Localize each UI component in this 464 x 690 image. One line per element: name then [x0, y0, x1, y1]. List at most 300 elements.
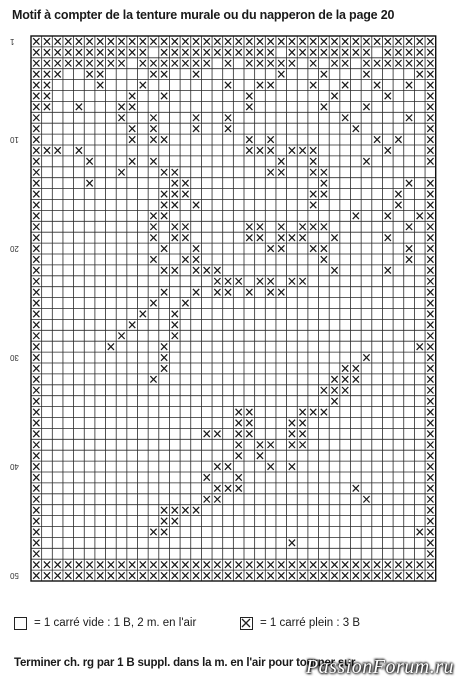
page-title: Motif à compter de la tenture murale ou du napperon de la page 20 — [12, 8, 395, 22]
filled-square — [118, 60, 124, 67]
filled-square — [417, 49, 423, 56]
filled-square — [363, 572, 369, 579]
filled-square — [417, 60, 423, 67]
filled-square — [97, 71, 103, 78]
filled-square — [225, 60, 231, 67]
filled-square — [33, 365, 39, 372]
filled-square — [236, 431, 242, 438]
filled-square — [225, 278, 231, 285]
filled-square — [225, 289, 231, 296]
filled-square — [150, 136, 156, 143]
filled-square — [268, 289, 274, 296]
filled-square — [150, 529, 156, 536]
filled-square — [278, 561, 284, 568]
filled-square — [33, 442, 39, 449]
filled-square — [236, 38, 242, 45]
filled-square — [193, 256, 199, 263]
filled-square — [33, 561, 39, 568]
filled-square — [385, 60, 391, 67]
filled-square — [65, 572, 71, 579]
filled-square — [140, 311, 146, 318]
filled-square — [289, 540, 295, 547]
filled-square — [150, 213, 156, 220]
filled-square — [342, 365, 348, 372]
filled-square — [33, 376, 39, 383]
filled-square — [193, 38, 199, 45]
filled-square — [225, 115, 231, 122]
filled-square — [33, 474, 39, 481]
filled-square — [182, 561, 188, 568]
filled-square — [182, 300, 188, 307]
filled-square — [161, 354, 167, 361]
filled-square — [33, 71, 39, 78]
filled-square — [427, 93, 433, 100]
filled-square — [289, 278, 295, 285]
filled-square — [236, 409, 242, 416]
filled-square — [427, 224, 433, 231]
filled-square — [33, 180, 39, 187]
filled-square — [182, 234, 188, 241]
filled-square — [33, 224, 39, 231]
filled-square — [385, 93, 391, 100]
filled-square — [331, 267, 337, 274]
filled-square — [161, 60, 167, 67]
filled-square — [289, 60, 295, 67]
filled-square — [55, 71, 61, 78]
filled-square — [299, 147, 305, 154]
filled-square — [289, 420, 295, 427]
filled-square — [33, 125, 39, 131]
filled-square — [278, 60, 284, 67]
filled-square — [33, 420, 39, 427]
filled-square — [427, 431, 433, 438]
filled-square — [204, 561, 210, 568]
filled-square — [172, 507, 178, 514]
chart-grid — [30, 35, 437, 582]
filled-square — [321, 409, 327, 416]
filled-square — [246, 420, 252, 427]
filled-square — [33, 431, 39, 438]
filled-square — [257, 278, 263, 285]
filled-square — [310, 60, 316, 67]
filled-square — [161, 136, 167, 143]
filled-square — [214, 561, 220, 568]
filled-square — [310, 561, 316, 568]
filled-square — [321, 224, 327, 231]
filled-square — [161, 191, 167, 198]
filled-square — [55, 38, 61, 45]
filled-square — [44, 93, 50, 100]
filled-square — [225, 49, 231, 56]
filled-square — [246, 572, 252, 579]
filled-square — [427, 147, 433, 154]
filled-square — [246, 234, 252, 241]
filled-square — [161, 289, 167, 296]
filled-square — [118, 333, 124, 340]
filled-square — [140, 82, 146, 89]
filled-square — [246, 60, 252, 67]
filled-square — [363, 60, 369, 67]
filled-square — [427, 474, 433, 481]
filled-square — [342, 82, 348, 89]
filled-square — [427, 158, 433, 165]
filled-square — [182, 572, 188, 579]
filled-square — [427, 289, 433, 296]
filled-square — [76, 38, 82, 45]
filled-square — [193, 125, 199, 131]
filled-square — [161, 71, 167, 78]
filled-square — [193, 202, 199, 209]
filled-square — [44, 49, 50, 56]
row-number-label: 30 — [10, 353, 19, 363]
filled-square — [236, 49, 242, 56]
filled-square — [33, 213, 39, 220]
row-number-label: 1 — [10, 37, 15, 46]
filled-square — [278, 289, 284, 296]
filled-square — [33, 289, 39, 296]
filled-square — [310, 572, 316, 579]
filled-square — [427, 463, 433, 470]
filled-square — [204, 572, 210, 579]
filled-square — [214, 278, 220, 285]
filled-square — [172, 38, 178, 45]
filled-square — [289, 572, 295, 579]
filled-square — [331, 561, 337, 568]
filled-square — [395, 60, 401, 67]
filled-square — [65, 49, 71, 56]
filled-square — [278, 169, 284, 176]
filled-square — [140, 60, 146, 67]
filled-square — [118, 104, 124, 111]
filled-square — [257, 234, 263, 241]
filled-square — [150, 256, 156, 263]
filled-square — [172, 572, 178, 579]
filled-square — [289, 442, 295, 449]
filled-square — [182, 60, 188, 67]
filled-square — [342, 38, 348, 45]
filled-square — [86, 572, 92, 579]
filled-square — [278, 224, 284, 231]
filled-square — [427, 180, 433, 187]
filled-square — [33, 234, 39, 241]
filled-square — [427, 561, 433, 568]
filled-square — [33, 202, 39, 209]
filled-square — [406, 115, 412, 122]
filled-square — [55, 60, 61, 67]
filled-square — [204, 496, 210, 503]
row-number-label: 40 — [10, 462, 19, 472]
filled-square — [363, 354, 369, 361]
filled-square-icon — [240, 617, 253, 630]
filled-square — [193, 572, 199, 579]
filled-square — [172, 333, 178, 340]
filled-square — [427, 115, 433, 122]
row-number-label: 20 — [10, 244, 19, 254]
grid-lines — [31, 36, 436, 581]
legend-empty-label: = 1 carré vide : 1 B, 2 m. en l'air — [34, 617, 197, 629]
filled-square — [331, 376, 337, 383]
filled-square — [193, 115, 199, 122]
filled-square — [33, 485, 39, 492]
filled-square — [33, 49, 39, 56]
filled-square — [406, 60, 412, 67]
filled-square — [417, 71, 423, 78]
filled-square — [395, 49, 401, 56]
filled-square — [182, 256, 188, 263]
filled-square — [427, 311, 433, 318]
filled-square — [225, 125, 231, 131]
filled-square — [395, 561, 401, 568]
filled-square — [172, 518, 178, 525]
filled-square — [182, 507, 188, 514]
filled-square — [363, 49, 369, 56]
filled-square — [65, 38, 71, 45]
filled-square — [257, 60, 263, 67]
filled-square — [33, 354, 39, 361]
filled-square — [310, 245, 316, 252]
filled-square — [33, 572, 39, 579]
filled-square — [257, 442, 263, 449]
filled-square — [374, 572, 380, 579]
filled-square — [225, 463, 231, 470]
filled-square — [33, 343, 39, 350]
filled-square — [363, 71, 369, 78]
filled-square — [385, 49, 391, 56]
filled-square — [417, 572, 423, 579]
filled-square — [182, 191, 188, 198]
filled-square — [150, 115, 156, 122]
filled-square — [246, 93, 252, 100]
filled-square — [108, 49, 114, 56]
filled-square — [427, 322, 433, 329]
filled-square — [76, 49, 82, 56]
filled-square — [225, 561, 231, 568]
filled-square — [427, 398, 433, 405]
filled-square — [150, 71, 156, 78]
filled-square — [299, 572, 305, 579]
filled-square — [427, 60, 433, 67]
filled-square — [427, 572, 433, 579]
filled-square — [129, 158, 135, 165]
filled-square — [427, 256, 433, 263]
filled-square — [310, 147, 316, 154]
filled-square — [236, 420, 242, 427]
filled-square — [289, 463, 295, 470]
filled-square — [118, 49, 124, 56]
filled-square — [97, 572, 103, 579]
filled-square — [310, 38, 316, 45]
filled-square — [385, 267, 391, 274]
filled-square — [417, 343, 423, 350]
filled-square — [193, 561, 199, 568]
filled-square — [225, 485, 231, 492]
filled-square — [44, 572, 50, 579]
filled-square — [268, 572, 274, 579]
filled-square — [97, 82, 103, 89]
filled-square — [363, 158, 369, 165]
filled-square — [427, 136, 433, 143]
filled-square — [331, 234, 337, 241]
filled-square — [108, 572, 114, 579]
filled-square — [55, 49, 61, 56]
filled-square — [310, 169, 316, 176]
filled-square — [385, 38, 391, 45]
filled-square — [395, 191, 401, 198]
filled-square — [140, 49, 146, 56]
filled-square — [257, 82, 263, 89]
filled-square — [204, 60, 210, 67]
filled-square — [86, 49, 92, 56]
filled-square — [406, 561, 412, 568]
filled-square — [427, 442, 433, 449]
filled-square — [182, 224, 188, 231]
filled-square — [33, 278, 39, 285]
filled-square — [161, 245, 167, 252]
filled-square — [268, 463, 274, 470]
filled-square — [161, 343, 167, 350]
filled-square — [33, 496, 39, 503]
filled-square — [385, 147, 391, 154]
filled-square — [257, 49, 263, 56]
filled-square — [214, 572, 220, 579]
filled-square — [268, 49, 274, 56]
filled-square — [44, 561, 50, 568]
filled-square — [321, 169, 327, 176]
filled-square — [321, 245, 327, 252]
filled-square — [33, 169, 39, 176]
filled-square — [299, 278, 305, 285]
filled-square — [182, 49, 188, 56]
filled-square — [268, 60, 274, 67]
filled-square — [374, 38, 380, 45]
filled-square — [236, 485, 242, 492]
filled-square — [172, 322, 178, 329]
filled-square — [257, 572, 263, 579]
filled-square — [86, 158, 92, 165]
instruction-text: Terminer ch. rg par 1 B suppl. dans la m. en l'air pour tourner sur — [14, 657, 356, 669]
filled-square — [363, 561, 369, 568]
filled-square — [33, 507, 39, 514]
filled-square — [33, 256, 39, 263]
filled-square — [140, 38, 146, 45]
filled-square — [406, 38, 412, 45]
filled-square — [86, 38, 92, 45]
filled-square — [417, 38, 423, 45]
filled-square — [182, 180, 188, 187]
filled-square — [268, 136, 274, 143]
filled-square — [33, 93, 39, 100]
filled-square — [33, 387, 39, 394]
filled-square — [289, 234, 295, 241]
filled-square — [427, 387, 433, 394]
filled-square — [76, 572, 82, 579]
filled-square — [86, 180, 92, 187]
filled-square — [118, 115, 124, 122]
filled-square — [150, 376, 156, 383]
filled-square — [204, 267, 210, 274]
filled-square — [161, 213, 167, 220]
filled-square — [406, 572, 412, 579]
filled-square — [150, 158, 156, 165]
filled-square — [268, 278, 274, 285]
filled-square — [33, 300, 39, 307]
filled-square — [374, 561, 380, 568]
filled-square — [353, 485, 359, 492]
filled-square — [406, 82, 412, 89]
filled-square — [289, 38, 295, 45]
filled-square — [236, 561, 242, 568]
filled-square — [427, 365, 433, 372]
filled-square — [406, 49, 412, 56]
filled-square — [129, 125, 135, 131]
filled-square — [299, 442, 305, 449]
filled-square — [385, 234, 391, 241]
filled-square — [289, 147, 295, 154]
filled-square — [246, 431, 252, 438]
filled-square — [363, 104, 369, 111]
filled-square — [331, 93, 337, 100]
filled-square — [406, 224, 412, 231]
filled-square — [427, 529, 433, 536]
filled-square — [427, 540, 433, 547]
filled-square — [44, 38, 50, 45]
filled-square — [161, 169, 167, 176]
filled-square — [395, 136, 401, 143]
filled-square — [182, 38, 188, 45]
filled-square — [33, 311, 39, 318]
filled-square — [129, 49, 135, 56]
filled-square — [246, 409, 252, 416]
filled-square — [427, 234, 433, 241]
filled-square — [236, 474, 242, 481]
legend-full-label: = 1 carré plein : 3 B — [260, 617, 361, 629]
filled-square — [417, 213, 423, 220]
filled-square — [161, 518, 167, 525]
filled-square — [246, 561, 252, 568]
filled-square — [353, 365, 359, 372]
filled-square — [427, 71, 433, 78]
filled-square — [321, 387, 327, 394]
filled-square — [33, 398, 39, 405]
filled-square — [172, 234, 178, 241]
filled-square — [427, 376, 433, 383]
filled-square — [86, 60, 92, 67]
filled-square — [427, 300, 433, 307]
filled-square — [299, 234, 305, 241]
filled-square — [353, 213, 359, 220]
filled-square — [278, 572, 284, 579]
filled-square — [55, 572, 61, 579]
filled-square — [427, 452, 433, 459]
filled-square — [44, 60, 50, 67]
filled-square — [129, 561, 135, 568]
filled-square — [161, 365, 167, 372]
filled-square — [321, 49, 327, 56]
filled-square — [129, 136, 135, 143]
filled-square — [44, 71, 50, 78]
filled-square — [289, 561, 295, 568]
filled-square — [406, 180, 412, 187]
filled-square — [161, 507, 167, 514]
filled-square — [172, 224, 178, 231]
filled-square — [246, 38, 252, 45]
filled-square — [257, 561, 263, 568]
filled-square — [129, 322, 135, 329]
filled-square — [427, 49, 433, 56]
filled-square — [55, 147, 61, 154]
filled-square — [310, 158, 316, 165]
filled-square — [246, 224, 252, 231]
